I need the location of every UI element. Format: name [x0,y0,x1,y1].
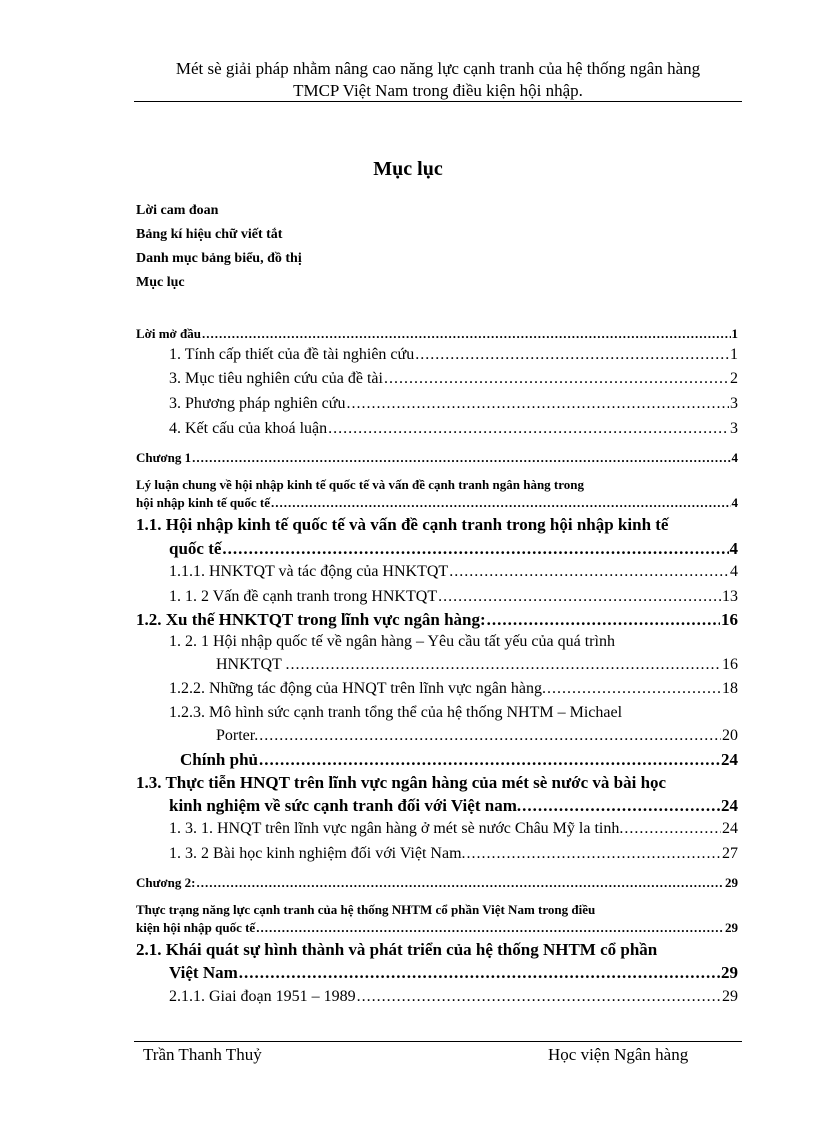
toc-entry-line[interactable]: 1. 2. 1 Hội nhập quốc tế về ngân hàng – Yêu cầu tất yếu của quá trình [169,633,615,650]
page-number: 3 [730,420,738,437]
page-number: 16 [722,656,738,673]
leader-dots [357,988,721,1006]
leader-dots [438,588,721,606]
page-number: 16 [721,610,738,629]
toc-entry[interactable]: 1. Tính cấp thiết của đề tài nghiên cứu ..... 1 [169,346,738,364]
toc-entry[interactable]: Chương 2: ..... 29 [136,875,738,891]
leader-dots [384,370,729,388]
toc-entry[interactable]: kiện hội nhập quốc tế ..... 29 [136,920,738,936]
toc-entry[interactable]: 1.2.2. Những tác động của HNQT trên lĩnh vực ngân hàng. ..... 18 [169,680,738,698]
page-number: 2 [730,370,738,387]
page-number: 4 [730,563,738,580]
toc-entry-line[interactable]: Thực trạng năng lực cạnh tranh của hệ thống NHTM cổ phần Việt Nam trong điều [136,902,596,917]
page-number: 4 [731,495,738,510]
toc-entry[interactable]: 4. Kết cấu của khoá luận ..... 3 [169,420,738,438]
header-line-1: Mét sè giải pháp nhằm nâng cao năng lực cạnh tranh của hệ thống ngân hàng [175,59,701,78]
page-number: 29 [722,988,738,1005]
leader-dots [449,563,729,581]
leader-dots [259,750,720,770]
page-number: 4 [731,450,738,465]
header-line-2: TMCP Việt Nam trong điều kiện hội nhập. [293,81,583,100]
toc-entry-line[interactable]: Lý luận chung về hội nhập kinh tế quốc tế và vấn đề cạnh tranh ngân hàng trong [136,477,585,492]
toc-entry[interactable]: 3. Phương pháp nghiên cứu ..... 3 [169,395,738,413]
leader-dots [346,395,729,413]
header-rule [134,101,742,102]
front-matter-item: Danh mục bảng biểu, đồ thị [136,251,302,266]
page-number: 20 [722,727,738,744]
footer-rule [134,1041,742,1042]
toc-entry[interactable]: Chính phủ ..... 24 [180,750,738,770]
page-number: 1 [731,326,738,341]
leader-dots [222,539,728,559]
toc-entry[interactable]: 1. 1. 2 Vấn đề cạnh tranh trong HNKTQT ..... 13 [169,588,738,606]
toc-entry[interactable]: 2.1.1. Giai đoạn 1951 – 1989 ..... 29 [169,988,738,1006]
leader-dots [522,796,720,816]
page-number: 3 [730,395,738,412]
page-title: Mục lục [373,158,443,180]
page-header [134,58,742,102]
toc-entry[interactable]: 1. 3. 2 Bài học kinh nghiệm đối với Việt Nam. ..... 27 [169,845,738,863]
leader-dots [624,820,721,838]
toc-entry[interactable]: quốc tế ..... 4 [169,539,738,559]
page-number: 18 [722,680,738,697]
leader-dots [467,845,721,863]
toc-entry[interactable]: HNKTQT . ..... 16 [216,656,738,674]
front-matter-item: Mục lục [136,275,185,290]
toc-entry[interactable]: kinh nghiệm về sức cạnh tranh đối với Việt nam. ..... 24 [169,796,738,816]
toc-entry[interactable]: Porter. ..... 20 [216,727,738,745]
page-number: 27 [722,845,738,862]
leader-dots [239,963,720,983]
footer-institution: Học viện Ngân hàng [548,1045,689,1064]
page-number: 24 [722,820,738,837]
leader-dots [202,326,731,342]
toc-entry[interactable]: Việt Nam ..... 29 [169,963,738,983]
page-number: 13 [722,588,738,605]
page-number: 29 [725,875,738,890]
footer-author: Trần Thanh Thuỷ [143,1045,262,1064]
toc-entry-line[interactable]: 1.1. Hội nhập kinh tế quốc tế và vấn đề cạnh tranh trong hội nhập kinh tế [136,515,669,534]
toc-entry[interactable]: 1.1.1. HNKTQT và tác động của HNKTQT ..... 4 [169,563,738,581]
leader-dots [271,495,730,511]
toc-entry[interactable]: 1.2. Xu thế HNKTQT trong lĩnh vực ngân hàng: ..... 16 [136,610,738,630]
toc-entry-line[interactable]: 2.1. Khái quát sự hình thành và phát triển của hệ thống NHTM cổ phần [136,940,658,959]
leader-dots [196,875,724,891]
page-number: 24 [721,796,738,815]
page-number: 29 [721,963,738,982]
front-matter-item: Lời cam đoan [136,203,219,218]
toc-entry[interactable]: 3. Mục tiêu nghiên cứu của đề tài ..... 2 [169,370,738,388]
front-matter-item: Bảng kí hiệu chữ viết tắt [136,227,283,242]
page-number: 4 [729,539,738,558]
leader-dots [259,727,721,745]
toc-entry[interactable]: 1. 3. 1. HNQT trên lĩnh vực ngân hàng ở mét sè nước Châu Mỹ la tinh. ..... 24 [169,820,738,838]
toc-entry[interactable]: Lời mở đầu ..... 1 [136,326,738,342]
leader-dots [256,920,724,936]
leader-dots [547,680,721,698]
leader-dots [290,656,721,674]
toc-entry[interactable]: hội nhập kinh tế quốc tế ..... 4 [136,495,738,511]
toc-entry-line[interactable]: 1.3. Thực tiễn HNQT trên lĩnh vực ngân hàng của mét sè nước và bài học [136,773,667,792]
leader-dots [328,420,729,438]
leader-dots [192,450,730,466]
toc-entry-line[interactable]: 1.2.3. Mô hình sức cạnh tranh tổng thể của hệ thống NHTM – Michael [169,704,623,721]
leader-dots [415,346,729,364]
leader-dots [487,610,720,630]
page-number: 1 [730,346,738,363]
page-number: 24 [721,750,738,769]
page-number: 29 [725,920,738,935]
toc-entry[interactable]: Chương 1 ..... 4 [136,450,738,466]
